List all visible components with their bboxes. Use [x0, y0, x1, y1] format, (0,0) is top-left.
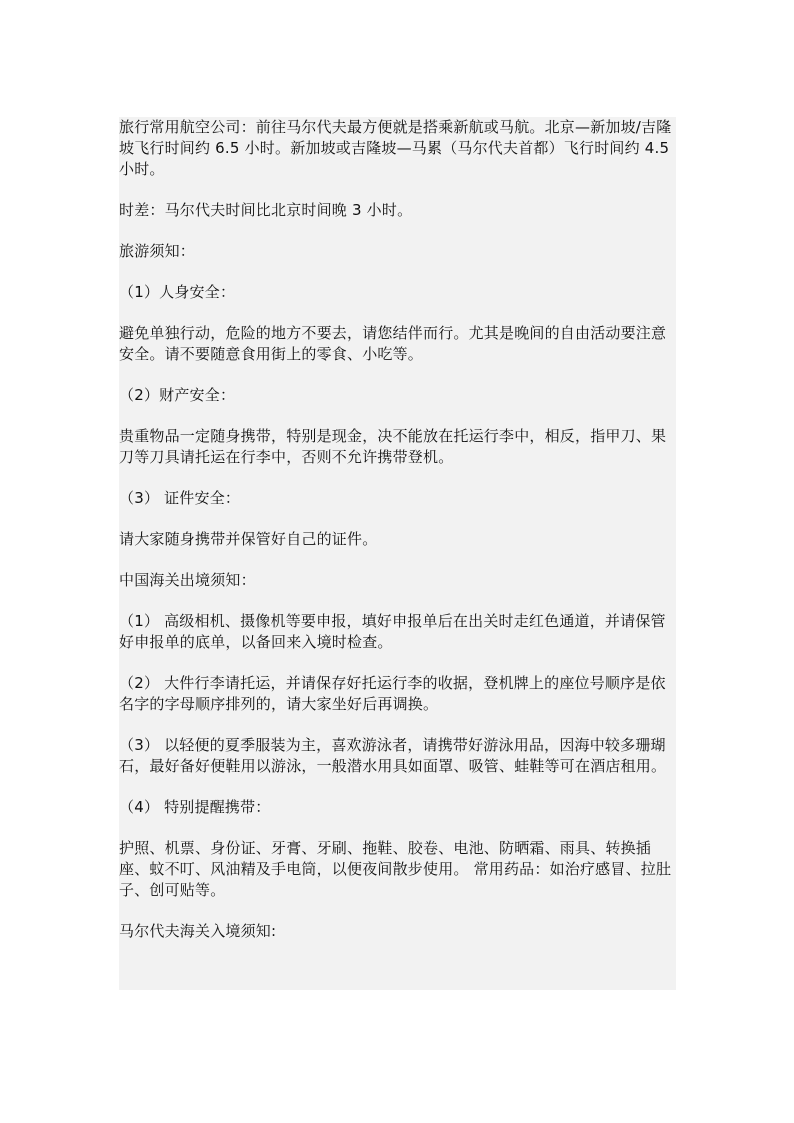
document-safety-paragraph: 请大家随身携带并保管好自己的证件。	[119, 530, 378, 548]
china-customs-heading: 中国海关出境须知：	[119, 571, 256, 589]
packing-list-paragraph: 护照、机票、身份证、牙膏、牙刷、拖鞋、胶卷、电池、防晒霜、雨具、转换插座、蚊不叮、风油精及手电筒，以便夜间散步使用。 常用药品：如治疗感冒、拉肚子、创可贴等。	[119, 839, 672, 899]
property-safety-paragraph: 贵重物品一定随身携带，特别是现金，决不能放在托运行李中，相反，指甲刀、果刀等刀具请托运在行李中，否则不允许携带登机。	[119, 427, 667, 466]
time-difference-paragraph: 时差：马尔代夫时间比北京时间晚 3 小时。	[119, 201, 413, 219]
airline-paragraph: 旅行常用航空公司：前往马尔代夫最方便就是搭乘新航或马航。北京—新加坡/吉隆坡飞行时间约 6.5 小时。新加坡或吉隆坡—马累（马尔代夫首都）飞行时间约 4.5 小时。	[119, 118, 672, 178]
customs-item-1: （1） 高级相机、摄像机等要申报，填好申报单后在出关时走红色通道，并请保管好申报单的底单，以备回来入境时检查。	[119, 612, 666, 651]
customs-item-4-heading: （4） 特别提醒携带：	[119, 798, 271, 816]
maldives-customs-heading: 马尔代夫海关入境须知:	[119, 922, 277, 940]
document-content-block	[119, 117, 676, 990]
personal-safety-paragraph: 避免单独行动，危险的地方不要去，请您结伴而行。尤其是晚间的自由活动要注意安全。请不要随意食用街上的零食、小吃等。	[119, 324, 667, 363]
travel-notice-heading: 旅游须知：	[119, 242, 196, 260]
document-safety-heading: （3） 证件安全：	[119, 489, 241, 507]
property-safety-heading: （2）财产安全：	[119, 386, 236, 404]
customs-item-2: （2） 大件行李请托运，并请保存好托运行李的收据，登机牌上的座位号顺序是依名字的字母顺序排列的，请大家坐好后再调换。	[119, 674, 666, 713]
customs-item-3: （3） 以轻便的夏季服装为主，喜欢游泳者，请携带好游泳用品，因海中较多珊瑚石，最好备好便鞋用以游泳，一般潜水用具如面罩、吸管、蛙鞋等可在酒店租用。	[119, 736, 667, 775]
personal-safety-heading: （1）人身安全：	[119, 283, 236, 301]
